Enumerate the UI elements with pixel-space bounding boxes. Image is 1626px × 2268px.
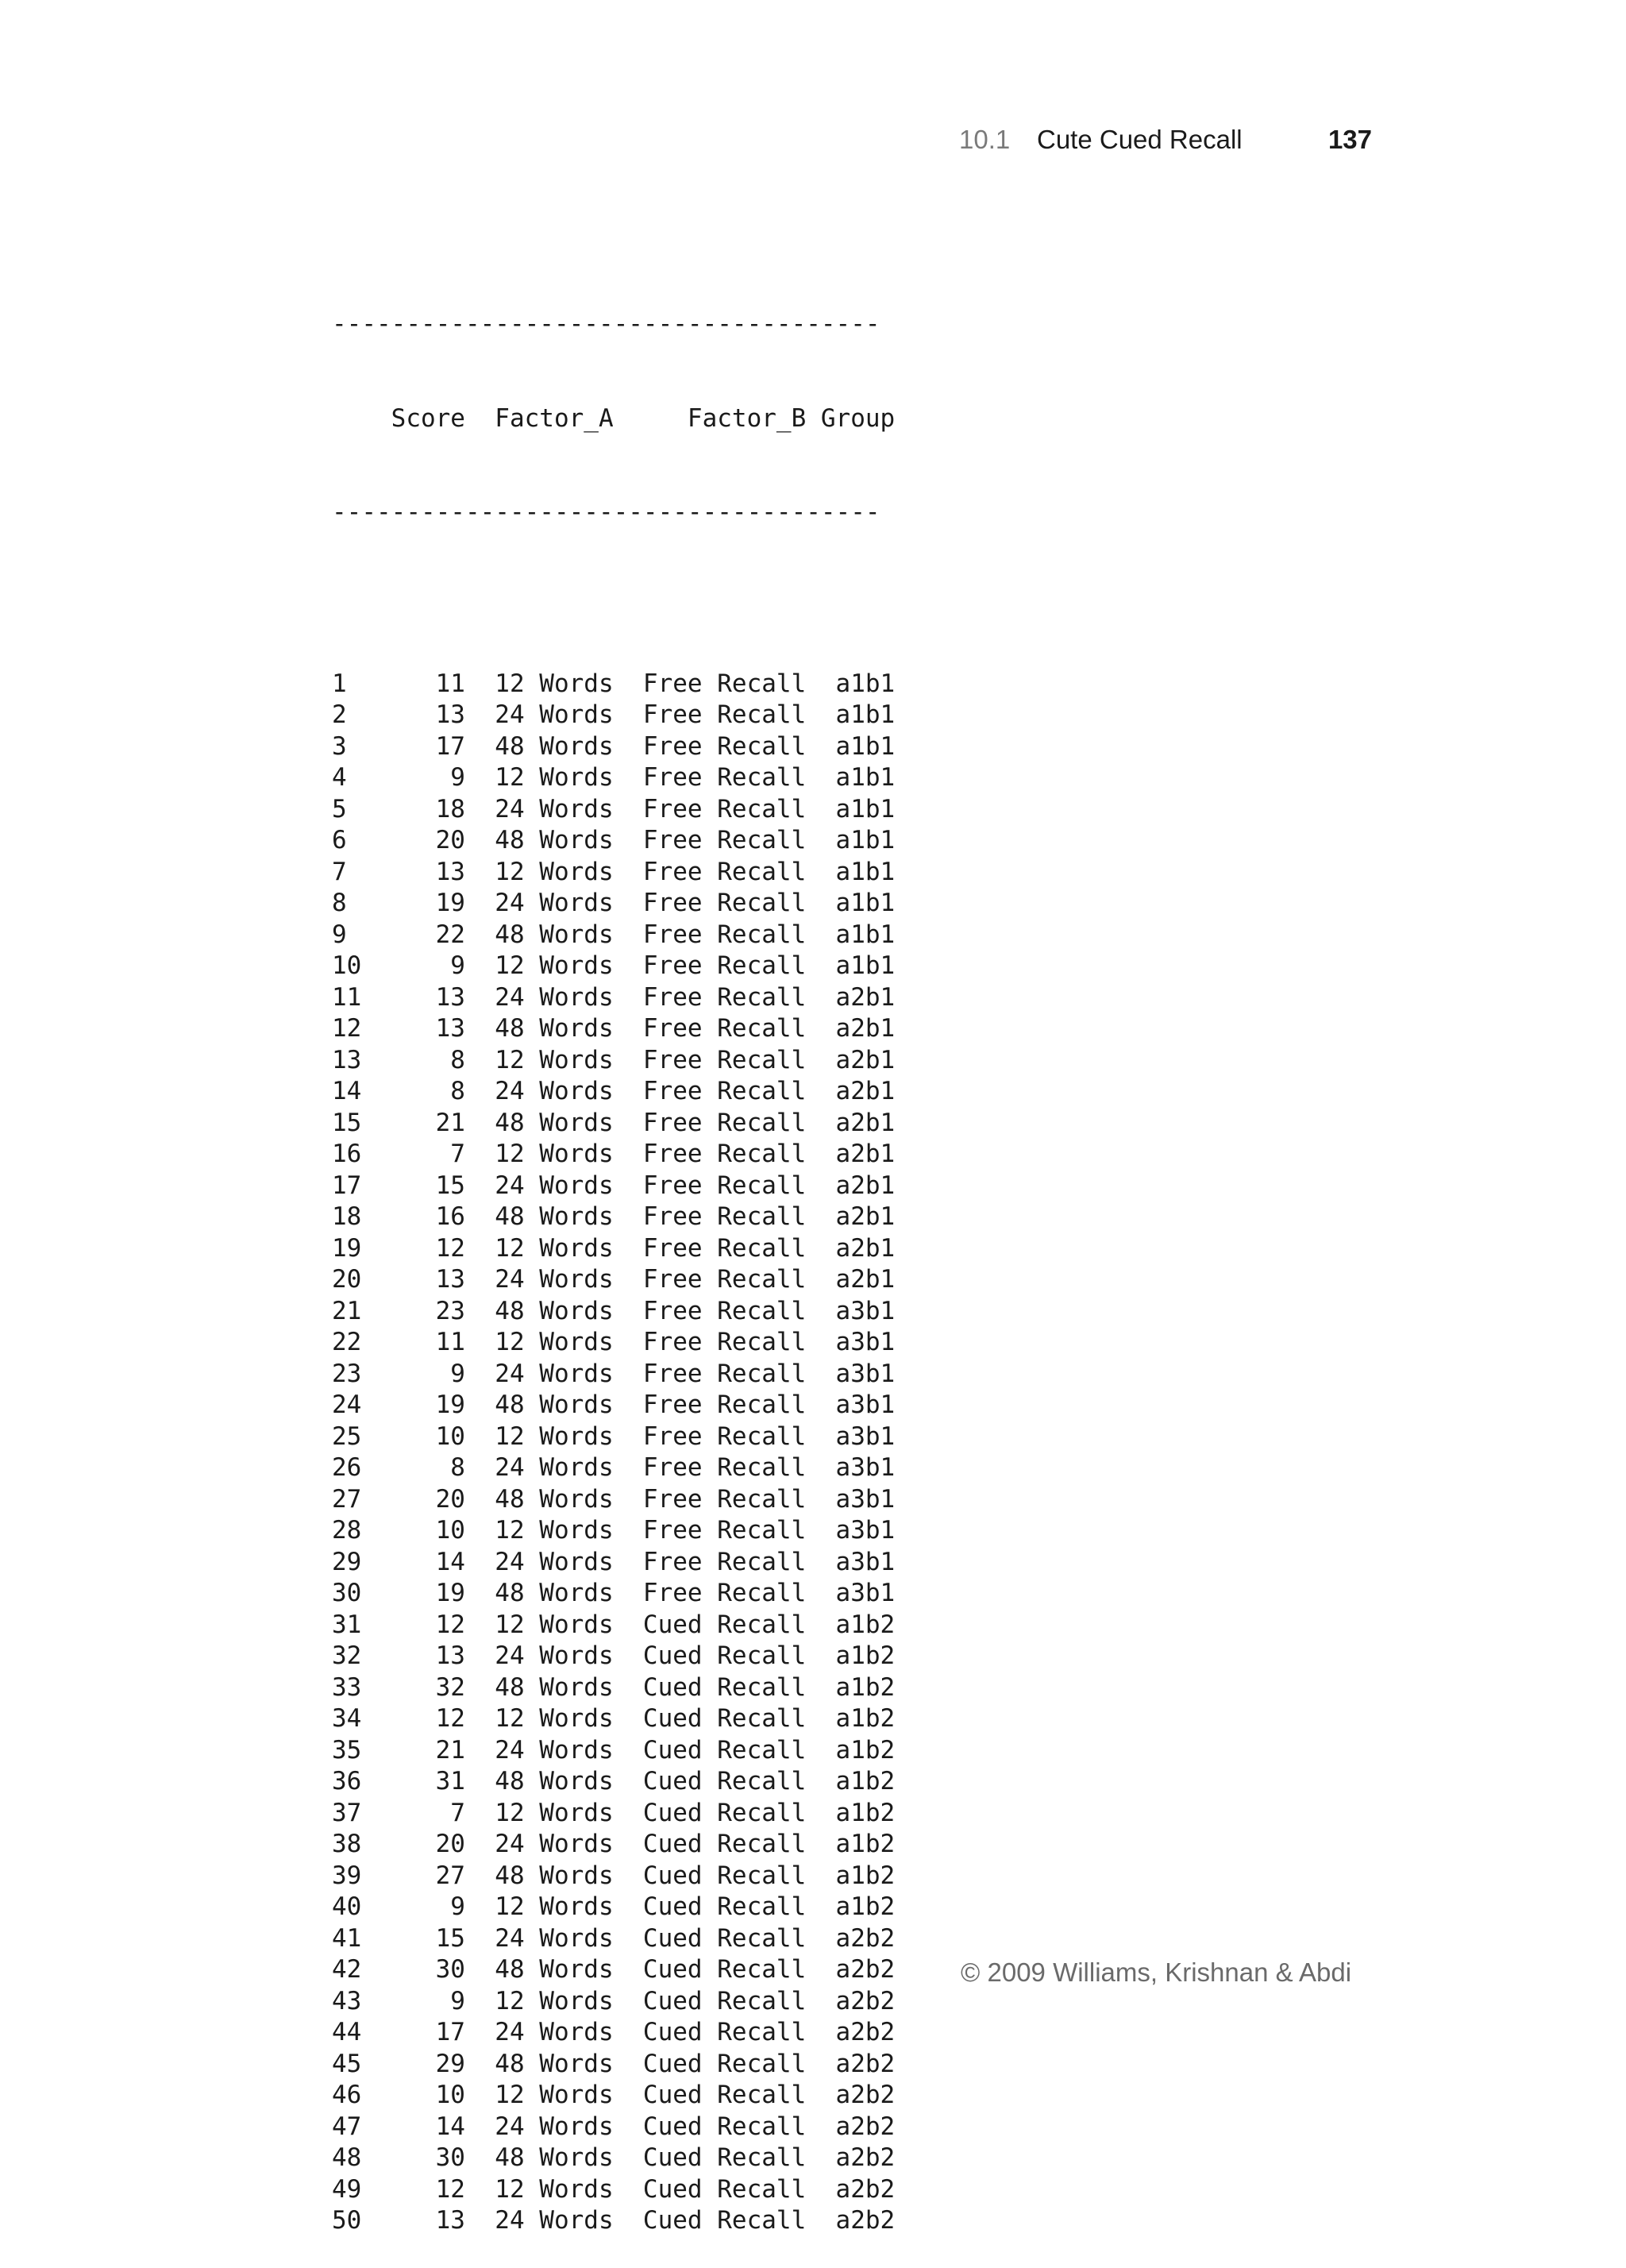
table-row: 1 11 12 Words Free Recall a1b1: [332, 669, 896, 698]
table-row: 49 12 12 Words Cued Recall a2b2: [332, 2174, 896, 2204]
table-row: 21 23 48 Words Free Recall a3b1: [332, 1296, 896, 1325]
table-row: 7 13 12 Words Free Recall a1b1: [332, 857, 896, 886]
copyright-footer: © 2009 Williams, Krishnan & Abdi: [961, 1958, 1352, 1987]
table-header-rule: -------------------------------------: [332, 498, 880, 526]
table-row: 17 15 24 Words Free Recall a2b1: [332, 1171, 896, 1200]
table-row: 11 13 24 Words Free Recall a2b1: [332, 982, 896, 1012]
table-row: 25 10 12 Words Free Recall a3b1: [332, 1421, 896, 1451]
table-row: 42 30 48 Words Cued Recall a2b2: [332, 1955, 896, 1984]
table-row: 29 14 24 Words Free Recall a3b1: [332, 1547, 896, 1576]
table-row: 22 11 12 Words Free Recall a3b1: [332, 1328, 896, 1356]
table-row: 12 13 48 Words Free Recall a2b1: [332, 1014, 896, 1043]
table-row: 9 22 48 Words Free Recall a1b1: [332, 920, 896, 949]
table-row: 28 10 12 Words Free Recall a3b1: [332, 1516, 896, 1545]
table-row: 36 31 48 Words Cued Recall a1b2: [332, 1767, 896, 1796]
table-row: 33 32 48 Words Cued Recall a1b2: [332, 1672, 896, 1702]
table-row: 46 10 12 Words Cued Recall a2b2: [332, 2081, 896, 2109]
table-row: 5 18 24 Words Free Recall a1b1: [332, 794, 896, 824]
table-row: 27 20 48 Words Free Recall a3b1: [332, 1484, 896, 1514]
running-head: [959, 121, 1372, 159]
table-row: 38 20 24 Words Cued Recall a1b2: [332, 1830, 896, 1858]
table-row: 30 19 48 Words Free Recall a3b1: [332, 1579, 896, 1607]
table-row: 41 15 24 Words Cued Recall a2b2: [332, 1923, 896, 1953]
table-row: 15 21 48 Words Free Recall a2b1: [332, 1108, 896, 1137]
table-spacer: [332, 592, 895, 606]
table-row: 45 29 48 Words Cued Recall a2b2: [332, 2049, 896, 2078]
table-row: 43 9 12 Words Cued Recall a2b2: [332, 1986, 896, 2015]
page-number: 137: [1327, 125, 1372, 154]
table-row: 31 12 12 Words Cued Recall a1b2: [332, 1610, 896, 1639]
table-row: 4 9 12 Words Free Recall a1b1: [332, 763, 896, 792]
table-row: 26 8 24 Words Free Recall a3b1: [332, 1453, 896, 1482]
table-row: 20 13 24 Words Free Recall a2b1: [332, 1265, 896, 1294]
table-row: 44 17 24 Words Cued Recall a2b2: [332, 2018, 896, 2046]
table-row: 10 9 12 Words Free Recall a1b1: [332, 951, 896, 980]
table-row: 48 30 48 Words Cued Recall a2b2: [332, 2143, 896, 2172]
table-row: 35 21 24 Words Cued Recall a1b2: [332, 1735, 896, 1765]
table-row: 14 8 24 Words Free Recall a2b1: [332, 1077, 896, 1105]
table-row: 13 8 12 Words Free Recall a2b1: [332, 1045, 896, 1074]
table-top-rule: -------------------------------------: [332, 310, 880, 338]
table-row: 18 16 48 Words Free Recall a2b1: [332, 1202, 896, 1231]
section-title: Cute Cued Recall: [1037, 125, 1243, 154]
table-row: 23 9 24 Words Free Recall a3b1: [332, 1359, 896, 1388]
table-header-row: Score Factor_A Factor_B Group: [332, 403, 896, 433]
table-row: 50 13 24 Words Cued Recall a2b2: [332, 2206, 896, 2235]
table-row: 40 9 12 Words Cued Recall a1b2: [332, 1892, 896, 1921]
table-row: 32 13 24 Words Cued Recall a1b2: [332, 1641, 896, 1670]
table-row: 6 20 48 Words Free Recall a1b1: [332, 826, 896, 854]
table-row: 3 17 48 Words Free Recall a1b1: [332, 731, 896, 761]
table-row: 37 7 12 Words Cued Recall a1b2: [332, 1798, 896, 1827]
table-row: 47 14 24 Words Cued Recall a2b2: [332, 2112, 896, 2141]
table-row: 16 7 12 Words Free Recall a2b1: [332, 1140, 896, 1168]
table-row: 2 13 24 Words Free Recall a1b1: [332, 700, 896, 729]
table-row: 24 19 48 Words Free Recall a3b1: [332, 1390, 896, 1419]
table-row: 34 12 12 Words Cued Recall a1b2: [332, 1704, 896, 1733]
section-number: 10.1: [959, 125, 1011, 154]
table-row: 8 19 24 Words Free Recall a1b1: [332, 889, 896, 917]
table-body: [332, 669, 895, 2237]
data-listing: [332, 246, 895, 2268]
table-row: 19 12 12 Words Free Recall a2b1: [332, 1233, 896, 1263]
table-row: 39 27 48 Words Cued Recall a1b2: [332, 1861, 896, 1890]
